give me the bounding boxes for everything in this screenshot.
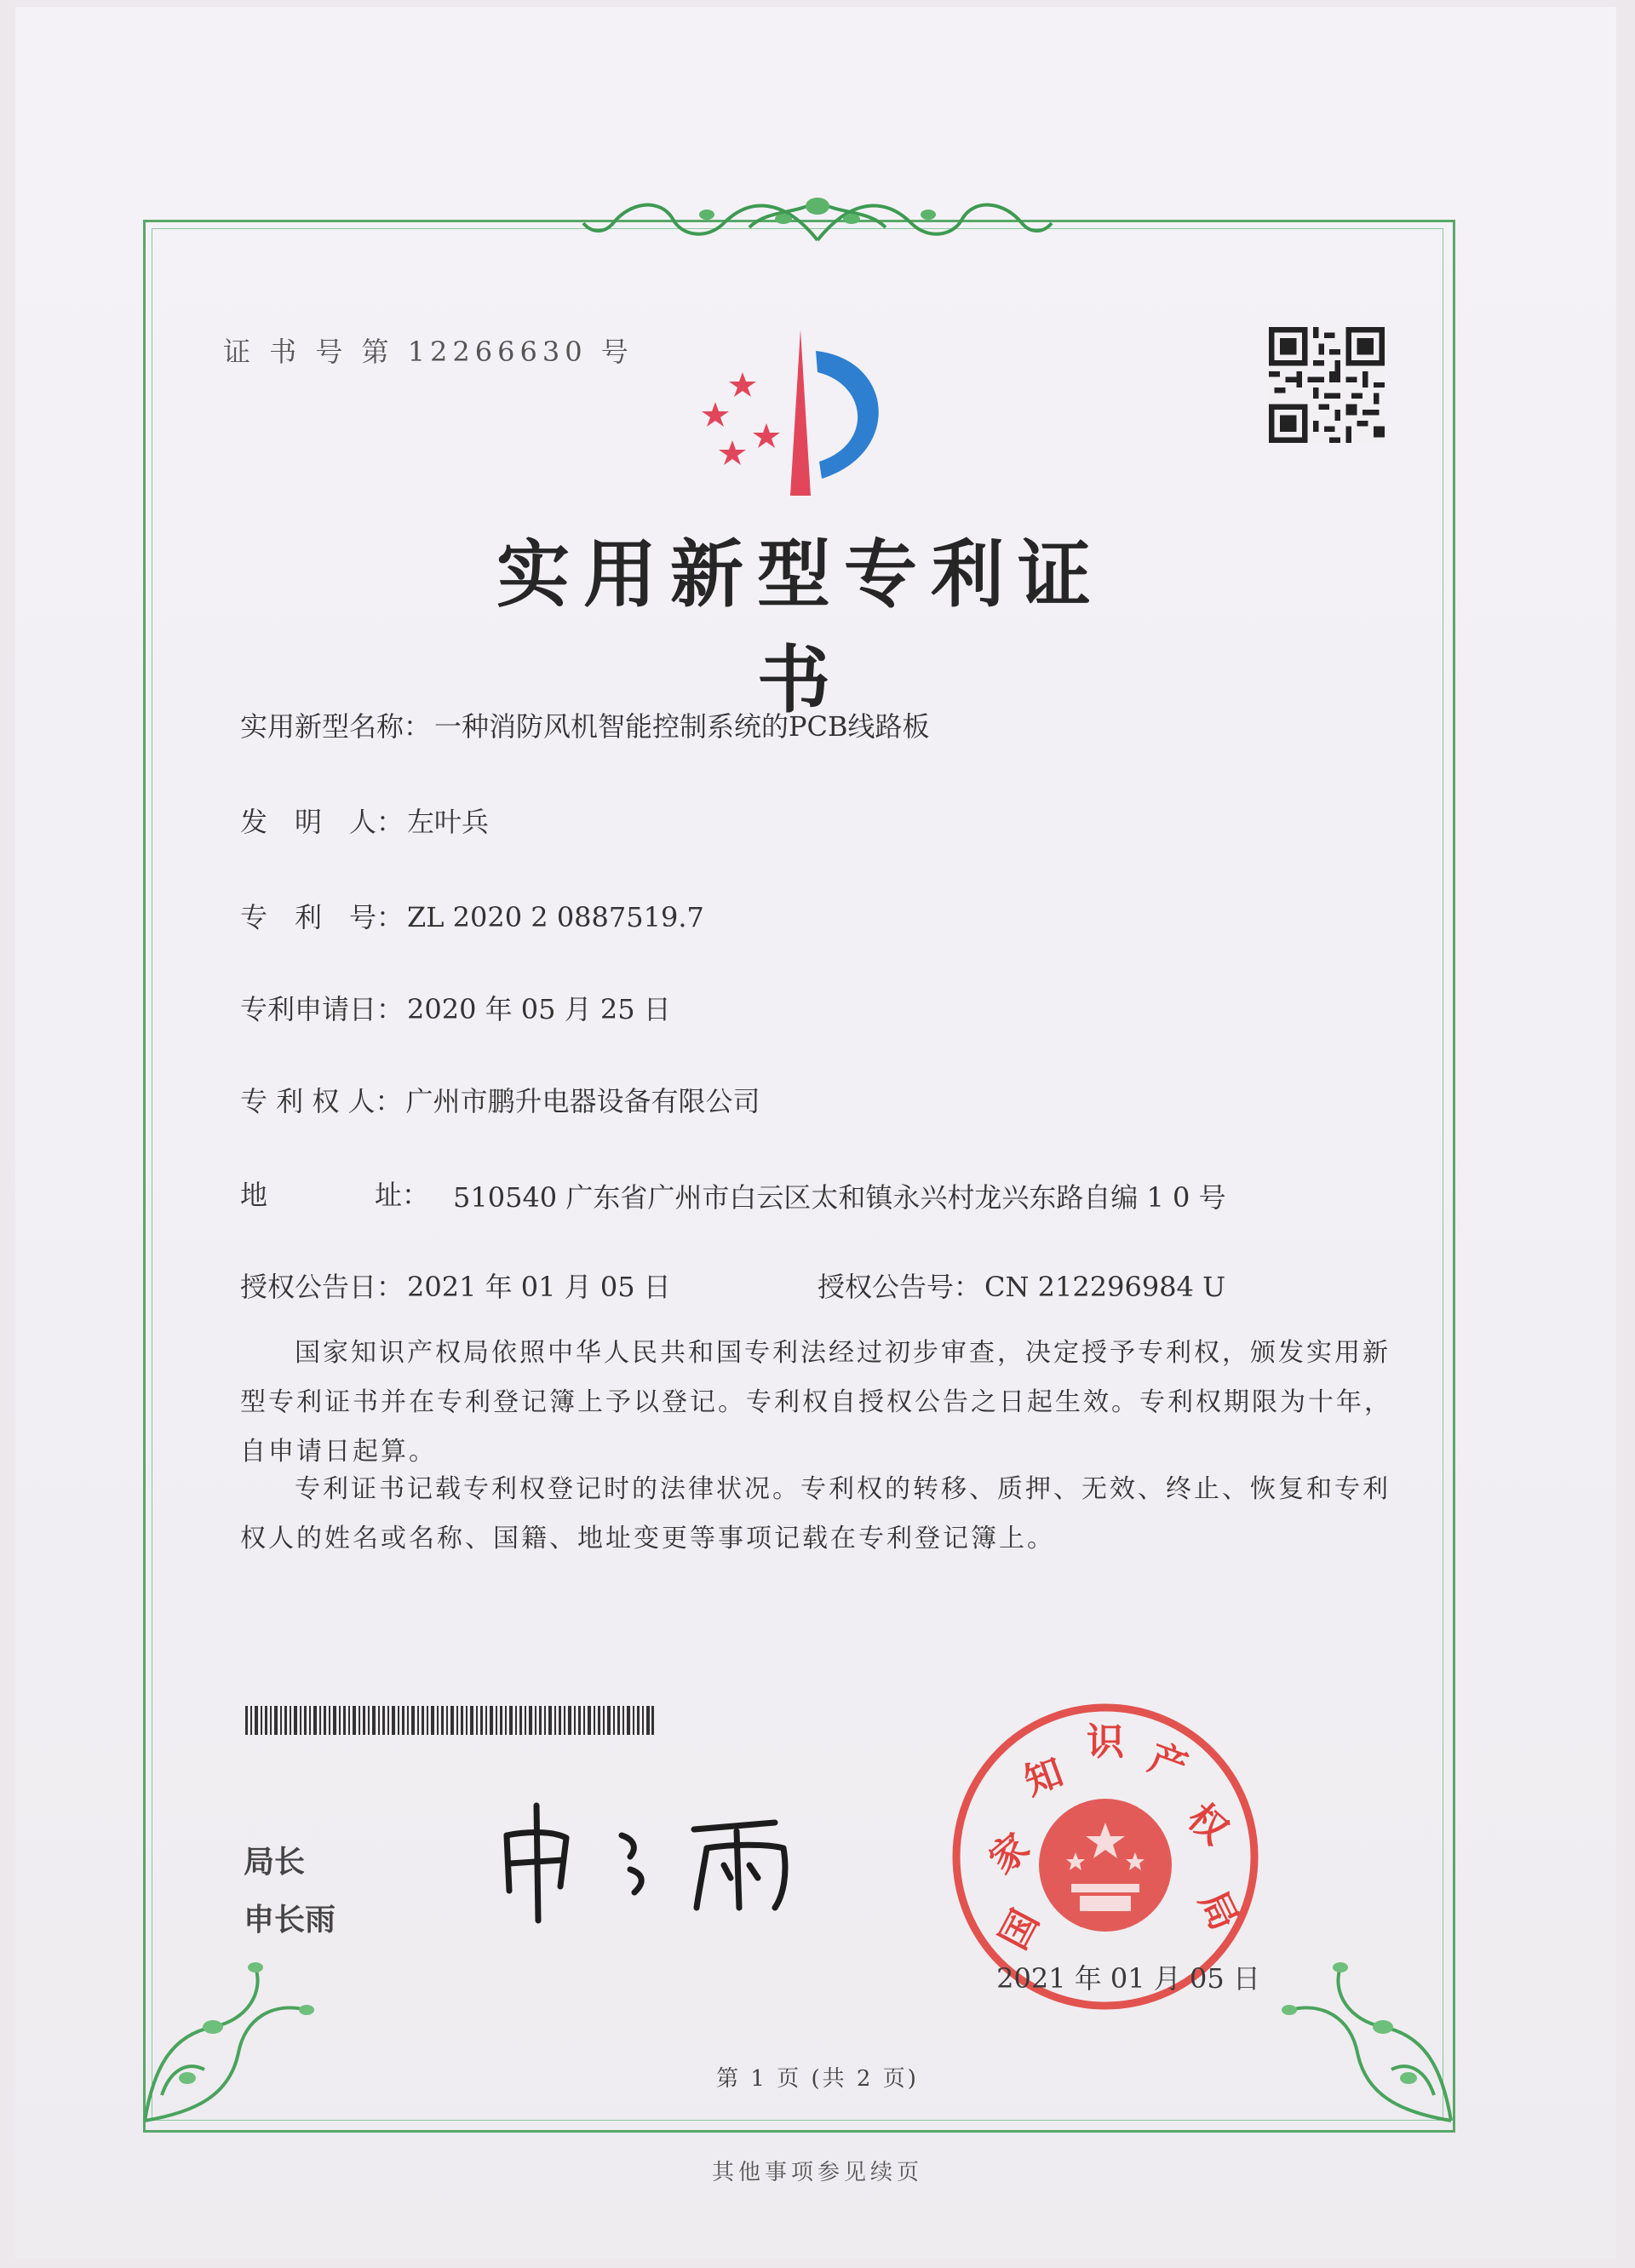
field-inventor-label: 发 明 人： (240, 806, 404, 838)
field-announce-date (240, 1266, 671, 1305)
field-address-label-left: 地 (240, 1179, 268, 1211)
barcode (245, 1706, 654, 1735)
top-ornament (579, 189, 1056, 257)
svg-text:知: 知 (1018, 1750, 1070, 1805)
field-filing-date-value: 2020 年 05 月 25 日 (407, 993, 671, 1025)
field-patentee-value: 广州市鹏升电器设备有限公司 (405, 1085, 760, 1117)
field-announce-date-value: 2021 年 01 月 05 日 (407, 1271, 671, 1303)
bottom-right-ornament (1272, 1942, 1460, 2129)
field-announce-date-label: 授权公告日： (240, 1271, 404, 1303)
field-filing-date-label: 专利申请日： (240, 993, 404, 1025)
footer-note: 其他事项参见续页 (711, 2160, 923, 2185)
director-signature (494, 1797, 818, 1925)
svg-text:局: 局 (1190, 1884, 1247, 1938)
field-model-name-label: 实用新型名称： (240, 710, 432, 743)
field-model-name-value: 一种消防风机智能控制系统的PCB线路板 (434, 710, 930, 743)
page-indicator: 第 1 页 (共 2 页) (716, 2066, 919, 2092)
bottom-left-ornament (136, 1942, 324, 2129)
field-patent-no-label: 专 利 号： (240, 901, 404, 933)
field-patentee (240, 1080, 760, 1119)
patent-office-logo (681, 325, 920, 504)
field-announce-no-label: 授权公告号： (818, 1271, 982, 1303)
svg-text:权: 权 (1179, 1795, 1236, 1853)
director-name: 申长雨 (244, 1903, 336, 1938)
svg-text:家: 家 (981, 1825, 1038, 1883)
svg-text:识: 识 (1087, 1720, 1124, 1764)
field-announce-no (818, 1266, 1225, 1305)
field-patent-no-value: ZL 2020 2 0887519.7 (407, 901, 704, 933)
field-inventor (240, 801, 489, 840)
statement-paragraph-1: 国家知识产权局依照中华人民共和国专利法经过初步审查，决定授予专利权，颁发实用新型专利证书并在专利登记簿上予以登记。专利权自授权公告之日起生效。专利权期限为十年，自申请日起算。 (240, 1338, 1392, 1467)
field-inventor-value: 左叶兵 (407, 806, 490, 838)
certificate-number: 证 书 号 第 12266630 号 (223, 336, 634, 368)
svg-text:产: 产 (1143, 1736, 1194, 1790)
field-patent-no (240, 896, 704, 935)
field-address-label-right: 址： (375, 1179, 430, 1211)
field-announce-no-value: CN 212296984 U (984, 1271, 1226, 1303)
seal-date: 2021 年 01 月 05 日 (996, 1962, 1260, 1995)
svg-text:国: 国 (991, 1903, 1048, 1957)
field-address-value: 510540 广东省广州市白云区太和镇永兴村龙兴东路自编 1 0 号 (453, 1181, 1226, 1214)
field-model-name (240, 705, 930, 744)
field-filing-date (240, 988, 671, 1027)
certificate-title: 实用新型专利证书 (496, 531, 1104, 723)
director-title: 局长 (244, 1845, 306, 1880)
field-patentee-label: 专 利 权 人： (240, 1085, 403, 1117)
statement-paragraph-2: 专利证书记载专利权登记时的法律状况。专利权的转移、质押、无效、终止、恢复和专利权人的姓名或名称、国籍、地址变更等事项记载在专利登记簿上。 (240, 1474, 1391, 1553)
qr-code[interactable] (1269, 327, 1385, 443)
